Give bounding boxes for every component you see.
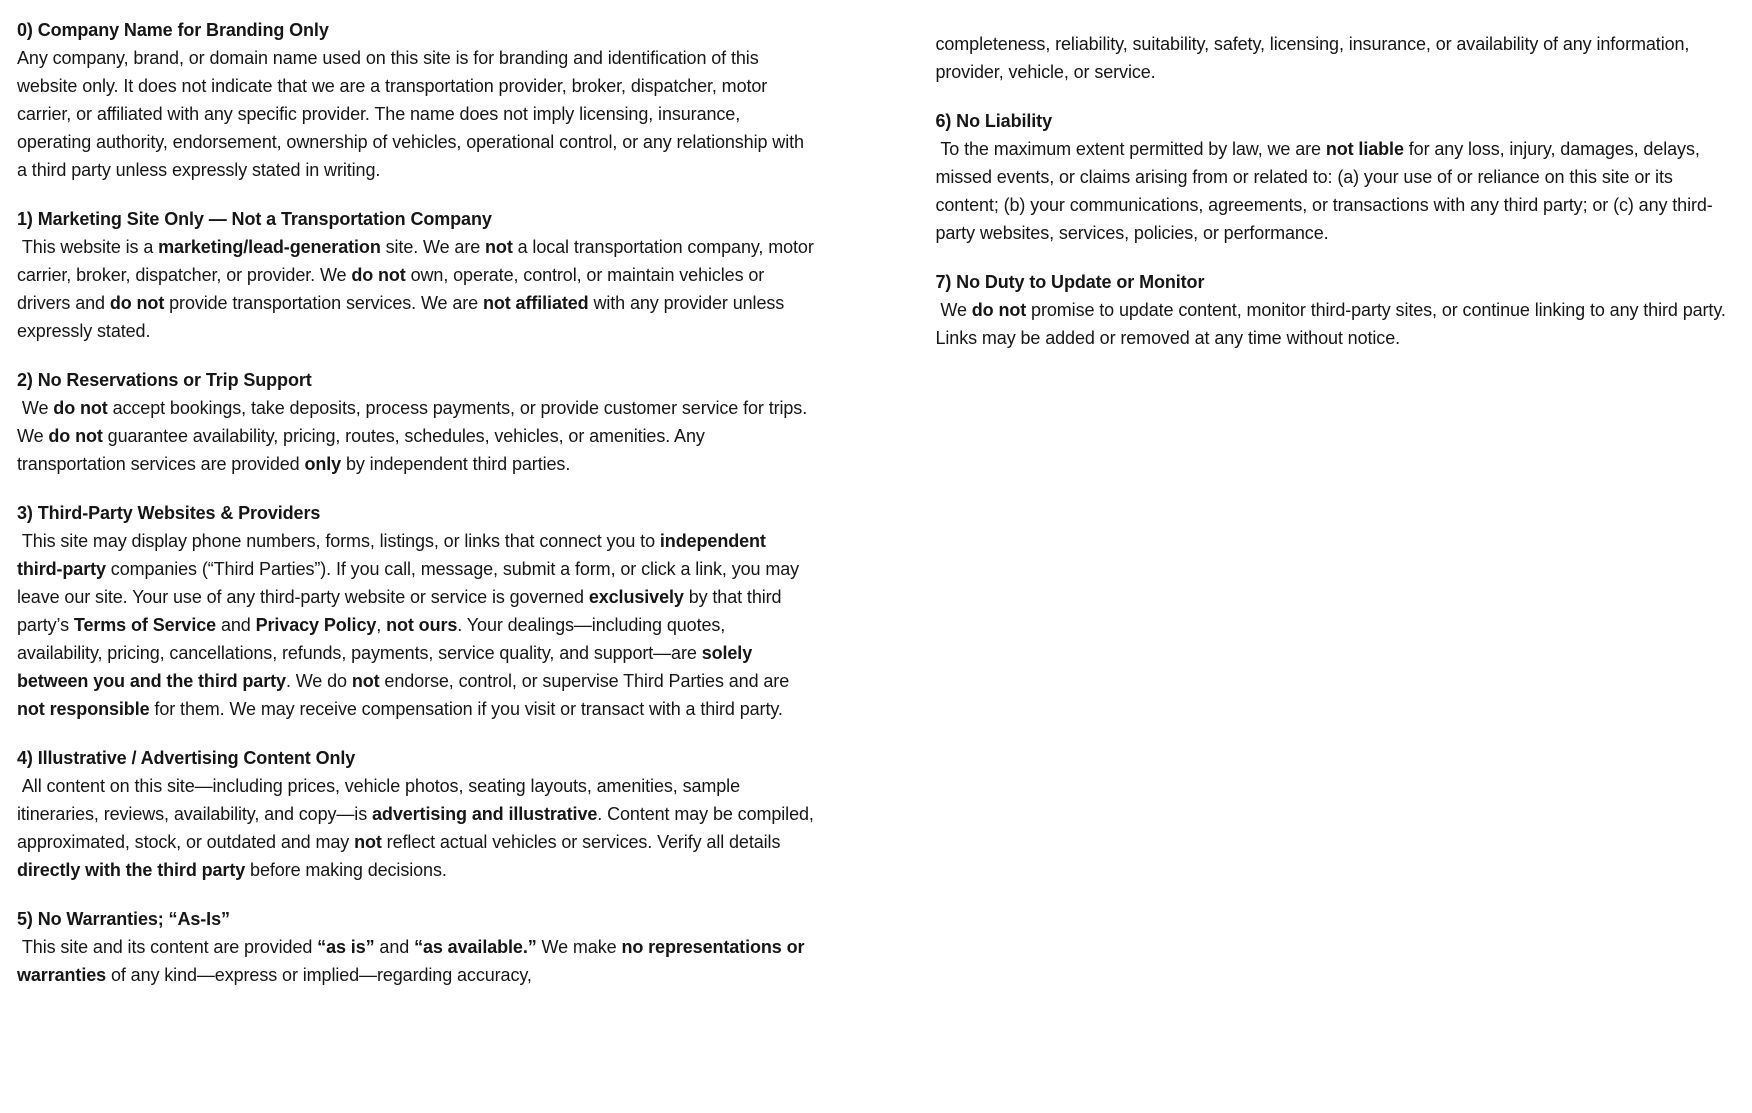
- section-0-heading: 0) Company Name for Branding Only: [17, 20, 329, 40]
- section-4-paragraph: All content on this site—including prices, vehicle photos, seating layouts, amenities, sample itineraries, reviews, availability, and copy—is advertising and illustrative. Content may be compiled, approximated, stock, or outdated and may not reflect actual vehicles or services. Verify all details directly with the third party before making decisions.: [17, 776, 819, 880]
- section-5-heading: 5) No Warranties; “As-Is”: [17, 909, 230, 929]
- section-4: [17, 744, 819, 884]
- section-7-paragraph: We do not promise to update content, monitor third-party sites, or continue linking to any third party. Links may be added or removed at any time without notice.: [935, 300, 1731, 348]
- section-5-continued-paragraph-continuation: completeness, reliability, suitability, safety, licensing, insurance, or availability of any information, provider, vehicle, or service.: [935, 34, 1695, 82]
- section-7: [935, 268, 1731, 352]
- section-7-heading: 7) No Duty to Update or Monitor: [935, 272, 1205, 292]
- section-3-paragraph: This site may display phone numbers, forms, listings, or links that connect you to independent third-party companies (“Third Parties”). If you call, message, submit a form, or click a link, you may leave our site. Your use of any third-party website or service is governed exclusively by that third party’s Terms of Service and Privacy Policy, not ours. Your dealings—including quotes, availability, pricing, cancellations, refunds, payments, service quality, and support—are solely between you and the third party. We do not endorse, control, or supervise Third Parties and are not responsible for them. We may receive compensation if you visit or transact with a third party.: [17, 531, 804, 719]
- section-4-heading: 4) Illustrative / Advertising Content Only: [17, 748, 356, 768]
- section-0-paragraph: Any company, brand, or domain name used on this site is for branding and identification of this website only. It does not indicate that we are a transportation provider, broker, dispatcher, motor carrier, or affiliated with any specific provider. The name does not imply licensing, insurance, operating authority, endorsement, ownership of vehicles, operational control, or any relationship with a third party unless expressly stated in writing.: [17, 48, 809, 180]
- right-column: [935, 16, 1731, 373]
- section-3: [17, 499, 815, 723]
- section-1-heading: 1) Marketing Site Only — Not a Transportation Company: [17, 209, 492, 229]
- section-1-paragraph: This website is a marketing/lead-generation site. We are not a local transportation company, motor carrier, broker, dispatcher, or provider. We do not own, operate, control, or maintain vehicles or drivers and do not provide transportation services. We are not affiliated with any provider unless expressly stated.: [17, 237, 819, 341]
- section-6-heading: 6) No Liability: [935, 111, 1052, 131]
- section-2: [17, 366, 815, 478]
- section-2-heading: 2) No Reservations or Trip Support: [17, 370, 312, 390]
- section-0: [17, 16, 815, 184]
- section-2-paragraph: We do not accept bookings, take deposits, process payments, or provide customer service for trips. We do not guarantee availability, pricing, routes, schedules, vehicles, or amenities. Any transportation services are provided only by independent third parties.: [17, 398, 813, 474]
- section-3-heading: 3) Third-Party Websites & Providers: [17, 503, 321, 523]
- left-column: [17, 16, 819, 1010]
- section-5-continued: [935, 30, 1728, 86]
- section-1: [17, 205, 819, 345]
- section-5: [17, 905, 815, 989]
- section-6-paragraph: To the maximum extent permitted by law, we are not liable for any loss, injury, damages, delays, missed events, or claims arising from or related to: (a) your use of or reliance on this site or its content; (b) your communications, agreements, or transactions with any third party; or (c) any third-party websites, services, policies, or performance.: [935, 139, 1713, 243]
- section-5-paragraph: This site and its content are provided “as is” and “as available.” We make no representations or warranties of any kind—express or implied—regarding accuracy,: [17, 937, 810, 985]
- section-6: [935, 107, 1728, 247]
